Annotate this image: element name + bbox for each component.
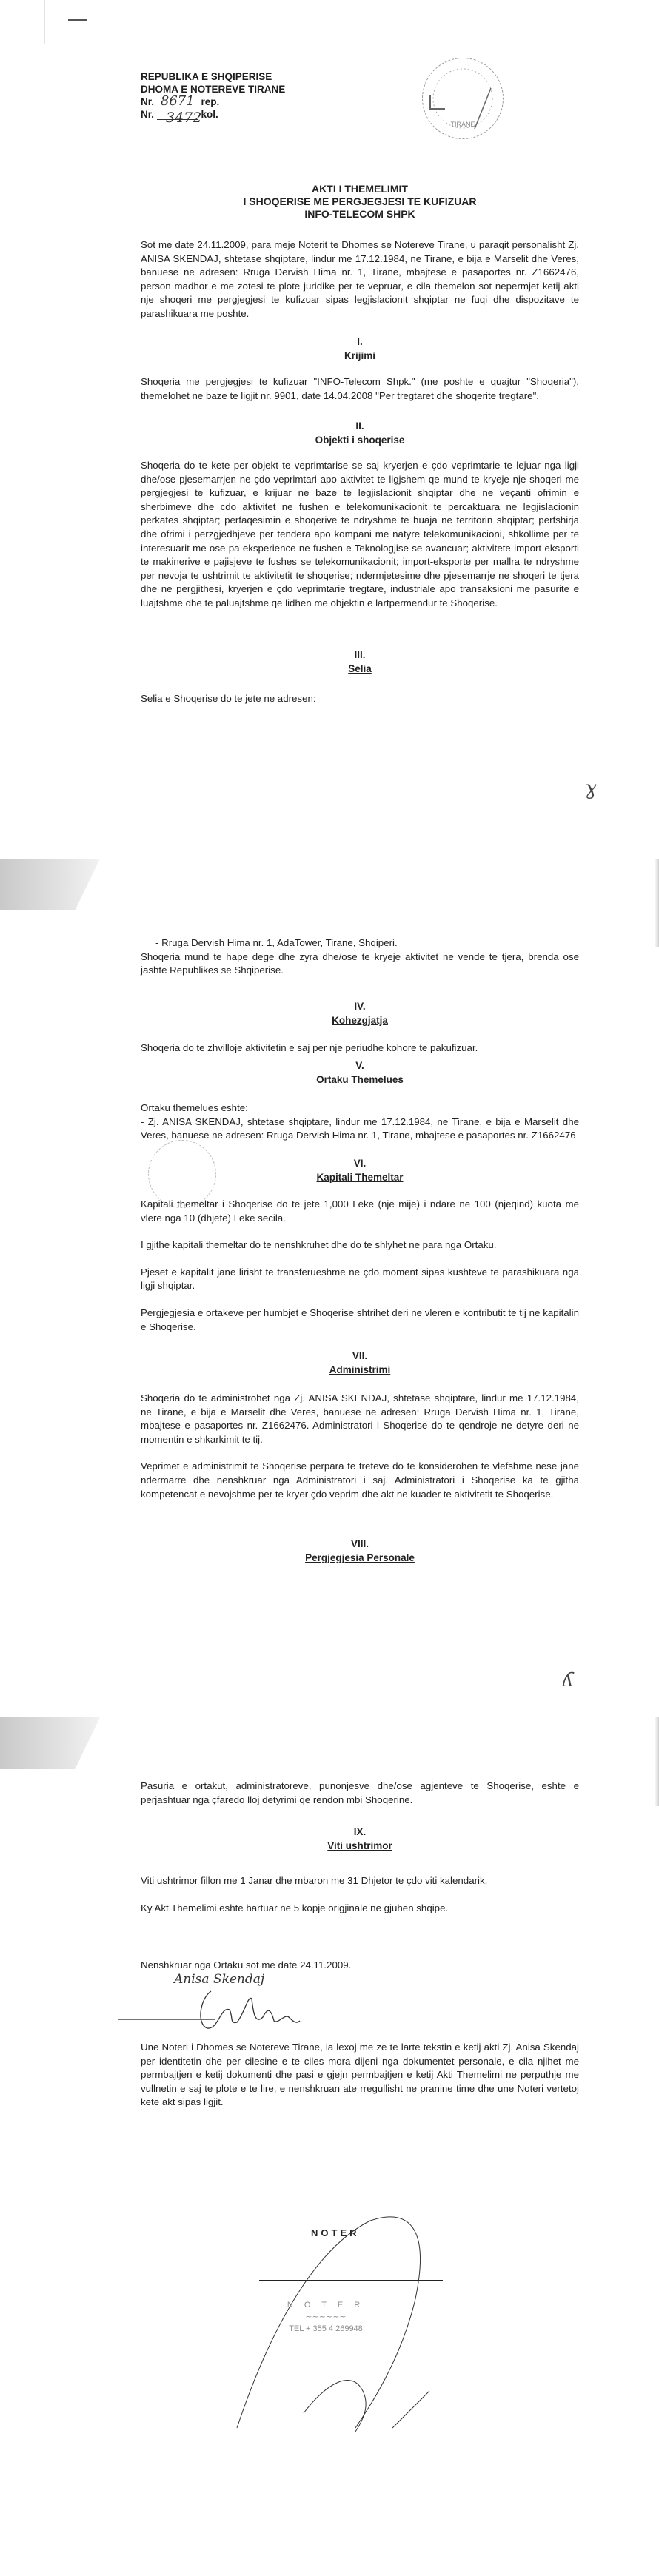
section-8-heading: VIII. Pergjegjesia Personale xyxy=(305,1538,415,1563)
scan-edge-line xyxy=(44,0,45,44)
signed-by-partner: Nenshkruar nga Ortaku sot me date 24.11.2009. xyxy=(141,1959,352,1970)
section-6-body: Kapitali themeltar i Shoqerise do te jete 1,000 Leke (nje mije) i ndare ne 100 (njeqind) kuota me vlere nga 10 (dhjete) Leke secila. I gjithe kapitali themeltar do te nenshkruhet dhe do te shlyhet ne para nga Ortaku. Pjeset e kapitalit jane lirisht te transferueshme ne çdo moment sipas kushteve te parashikuara nga ligji shqiptar. Pergjegjesia e ortakeve per humbjet e Shoqerise shtrihet deri ne vleren e kontributit te tij ne kapitalin e Shoqerise. xyxy=(141,1198,579,1332)
section-7-heading: VII. Administrimi xyxy=(329,1350,391,1375)
document-page-1 xyxy=(0,0,659,859)
notary-stamp: TIRANE xyxy=(422,58,504,139)
header-chamber: DHOMA E NOTEREVE TIRANE xyxy=(141,84,286,95)
partner-signature-icon xyxy=(118,1984,341,2036)
handwritten-rep-number: 8671 xyxy=(157,96,198,107)
scan-shadow xyxy=(0,1717,100,1769)
header-kol-number: Nr. kol. xyxy=(141,109,218,120)
notary-statement: Une Noteri i Dhomes se Notereve Tirane, ia lexoj me ze te larte tekstin e ketij akti Zj. Anisa Skendaj per identitetin dhe per cilesine e te ciles mora dijeni nga dokumentet personale, e cila njihet me permbajtjen e ketij dokumenti dhe pasi e gjejn permbajtjen e ketij Akti Themelimi ne perputhje me vullnetin e saj te plote e te lire, e nenshkruan ate rregullisht ne pranine time dhe une Noteri vertetoj kete akt sipas ligjit. xyxy=(141,2042,579,2108)
scan-edge xyxy=(655,859,659,947)
noter-label: NOTER xyxy=(311,2227,360,2238)
section-1-body: Shoqeria me pergjegjesi te kufizuar "INFO-Telecom Shpk." (me poshte e quajtur "Shoqeria"), themelohet ne baze te ligjit nr. 9901, date 14.04.2008 "Per tregtaret dhe shoqerite tregtare". xyxy=(141,376,579,401)
section-8-body: Pasuria e ortakut, administratoreve, punonjesve dhe/ose agjenteve te Shoqerise, eshte e perjashtuar nga çfaredo lloj detyrimi qe rendon mbi Shoqerine. xyxy=(141,1780,579,1805)
section-5-heading: V. Ortaku Themelues xyxy=(316,1060,404,1085)
intro-paragraph: Sot me date 24.11.2009, para meje Noterit te Dhomes se Notereve Tirane, u paraqit personalisht Zj. ANISA SKENDAJ, shtetase shqiptare, lindur me 17.12.1984, ne Tirane, e bija e Marselit dhe Veres, banuese ne adresen: Rruga Dervish Hima nr. 1, Tirane, mbajtese e pasaportes nr. Z1662476, person madhor e me zotesi te plote juridike per te vepruar, e cila themelon sot nepermjet ketij akti nje shoqeri me pergjegjesi te kufizuar sipas legjislacionit shqiptar ne fuqi dhe dispozitave te parashikuara me poshte. xyxy=(141,239,579,319)
partial-stamp xyxy=(148,1140,216,1208)
document-page-3 xyxy=(0,1717,659,2576)
scan-edge xyxy=(655,1717,659,1806)
section-3-body-start: Selia e Shoqerise do te jete ne adresen: xyxy=(141,693,316,704)
section-2-heading: II. Objekti i shoqerise xyxy=(315,420,405,446)
handwritten-name: Anisa Skendaj xyxy=(174,1972,265,1987)
section-3-heading: III. Selia xyxy=(348,649,372,674)
scan-mark xyxy=(68,19,87,21)
document-page-2 xyxy=(0,859,659,1717)
header-republic: REPUBLIKA E SHQIPERISE xyxy=(141,71,272,82)
page-initial-mark: ɣ xyxy=(585,777,597,799)
notary-seal: N O T E R ~~~~~~ TEL + 355 4 269948 xyxy=(270,2299,381,2335)
section-7-body: Shoqeria do te administrohet nga Zj. ANISA SKENDAJ, shtetase shqiptare, lindur me 17.12.1984, ne Tirane, e bija e Marselit dhe Veres, banuese ne adresen: Rruga Dervish Hima nr. 1, Tirane, mbajtese e pasaportes nr. Z1662476. Administratori i Shoqerise do te qendroje ne detyre deri ne momentin e shkarkimit te tij. Veprimet e administrimit te Shoqerise perpara te treteve do te konsiderohen te vlefshme nese jane ndermarre dhe nenshkruar nga Administratori i saj. Administratori i Shoqerise ka te gjitha kompetencat e nevojshme per te kryer çdo veprim dhe akt ne kuader te aktivitetit te Shoqerise. xyxy=(141,1392,579,1500)
page-initial-mark: ʎ xyxy=(563,1669,574,1691)
header-rep-number: Nr. 8671 rep. xyxy=(141,93,220,109)
section-5-body: Ortaku themelues eshte: - Zj. ANISA SKENDAJ, shtetase shqiptare, lindur me 17.12.1984, ne Tirane, e bija e Marselit dhe Veres, banuese ne adresen: Rruga Dervish Hima nr. 1, Tirane, mbajtese e pasaportes nr. Z1662476 xyxy=(141,1102,579,1141)
section-4-heading: IV. Kohezgjatja xyxy=(332,1001,388,1026)
section-9-body: Viti ushtrimor fillon me 1 Janar dhe mbaron me 31 Dhjetor te çdo viti kalendarik. Ky Akt Themelimi eshte hartuar ne 5 kopje origjinale ne gjuhen shqipe. xyxy=(141,1875,488,1913)
scan-shadow xyxy=(0,859,100,910)
section-1-heading: I. Krijimi xyxy=(344,336,375,361)
notary-seal-tel: TEL + 355 4 269948 xyxy=(289,2324,363,2333)
section-4-body: Shoqeria do te zhvilloje aktivitetin e saj per nje periudhe kohore te pakufizuar. xyxy=(141,1042,478,1053)
section-6-heading: VI. Kapitali Themeltar xyxy=(316,1158,404,1183)
section-3-body-cont: - Rruga Dervish Hima nr. 1, AdaTower, Tirane, Shqiperi. Shoqeria mund te hape dege dhe zyra dhe/ose te kryeje aktivitet ne vende te tjera, brenda ose jashte Republikes se Shqiperise. xyxy=(141,937,579,976)
section-2-body: Shoqeria do te kete per objekt te veprimtarise se saj kryerjen e çdo veprimtarie te lejuar nga ligji dhe/ose pjesemarrjen ne çdo veprimtari apo aktivitet te ligjshem qe mund te kryeje nje shoqeri me pergjegjesi te kufizuar, e krijuar ne baze te legjislacionit shqiptar dhe ne veçanti ofrimin e sherbimeve dhe cdo aktivitet ne fushen e telekomunikacionit te percaktuara ne legjislacionin perkates shqiptar; perfaqesimin e shoqerive te ndryshme te huaja ne territorin shqiptar; perfshirja dhe ofrimi i perzgjedhjeve per tendera apo kompani me natyre telekomunikacioni, shkollime per te interesuarit me ose pa eksperience ne fushen e Teknologjise se avancuar; aktivitete import eksporti te makinerive e pajisjeve te fushes se telekomunikacionit; import-eksporte per mallra te ndryshme per nevoja te ushtrimit te aktivitetit te shoqerise; ndermjetesime dhe pjesemarrje ne shoqeri te tjera dhe ne pergjithesi, kryerjen e çdo veprimtarie tregtare, industriale apo transaksioni me pasurite e luajtshme dhe te paluajtshme qe lidhen me objektin e lartpermendur te Shoqerise. xyxy=(141,460,579,608)
document-title: AKTI I THEMELIMIT I SHOQERISE ME PERGJEGJESI TE KUFIZUAR INFO-TELECOM SHPK xyxy=(243,183,477,220)
document-header xyxy=(141,70,285,121)
section-9-heading: IX. Viti ushtrimor xyxy=(327,1826,392,1851)
handwritten-kol-number: 3472 xyxy=(166,110,202,126)
